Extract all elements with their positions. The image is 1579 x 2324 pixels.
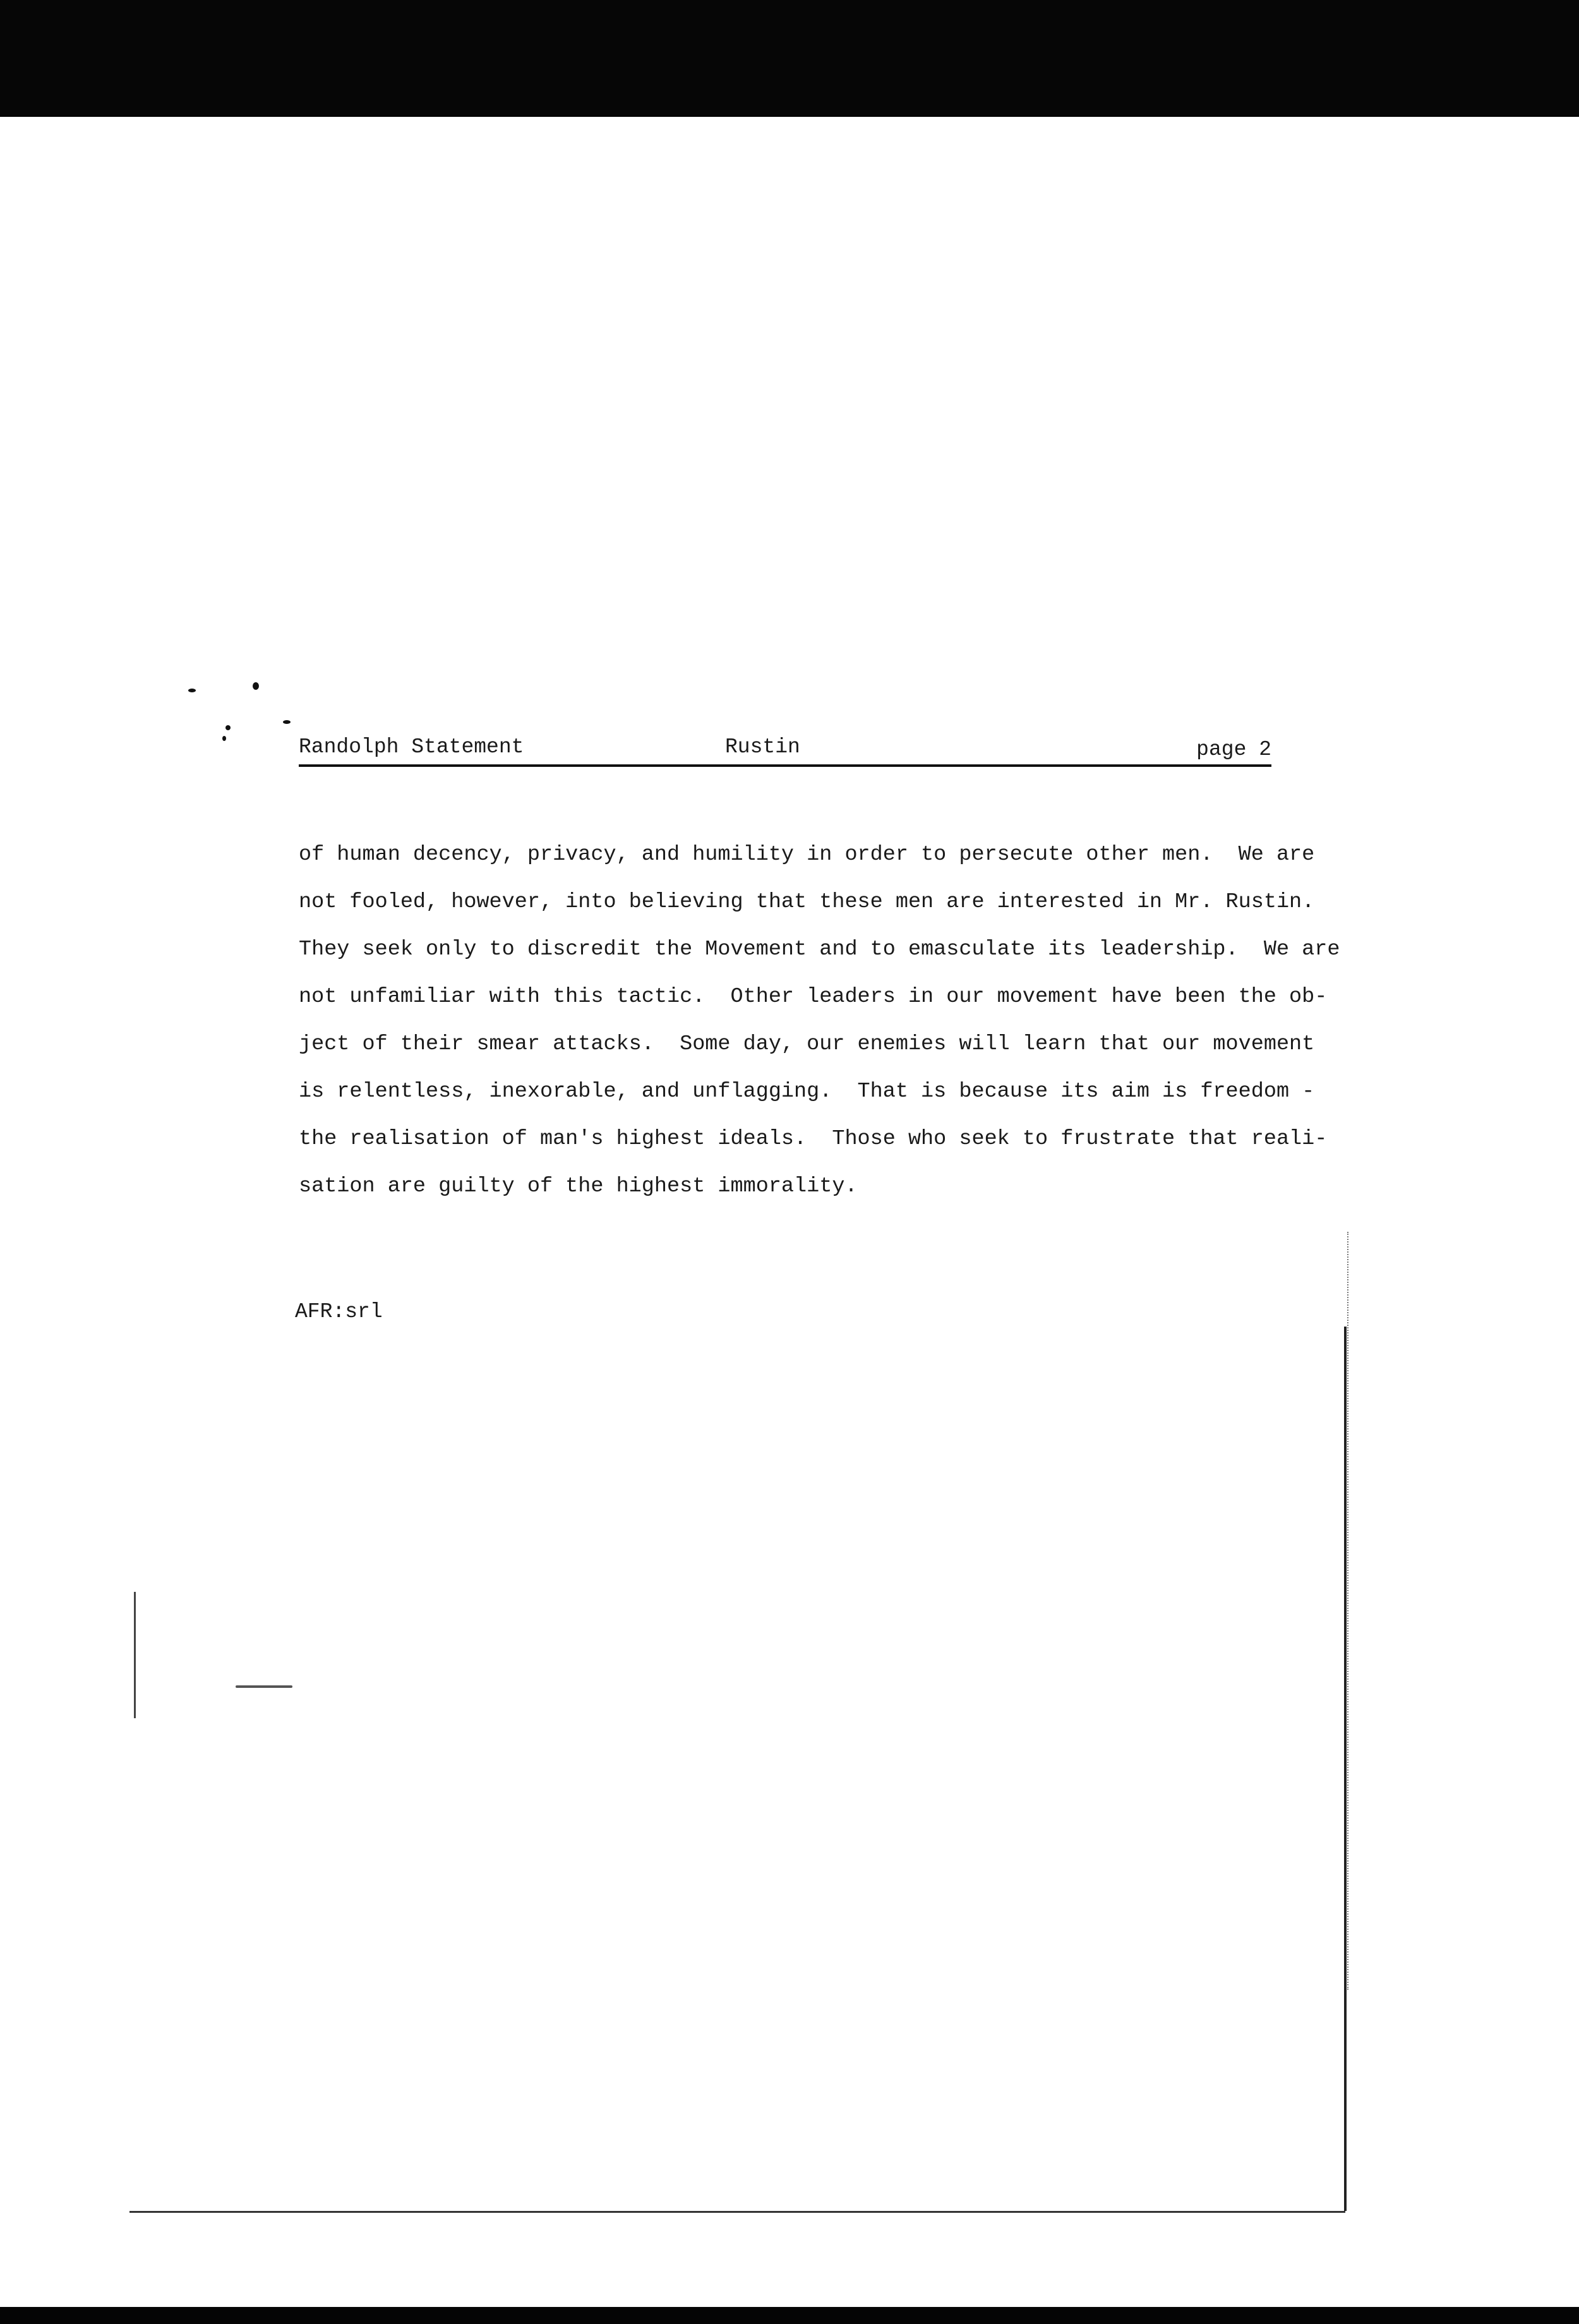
body-line: not fooled, however, into believing that these men are interested in Mr. Rustin.	[299, 890, 1315, 914]
statement-body	[299, 831, 1340, 1210]
body-line: of human decency, privacy, and humility in order to persecute other men. We are	[299, 843, 1315, 867]
body-line: sation are guilty of the highest immorality.	[299, 1174, 858, 1198]
scan-speck	[236, 1685, 292, 1688]
scan-speck	[283, 720, 291, 724]
page-edge-bottom	[129, 2211, 1345, 2213]
scan-artifact-left	[134, 1592, 136, 1718]
body-line: They seek only to discredit the Movement and to emasculate its leadership. We are	[299, 937, 1340, 961]
scan-speck	[253, 682, 259, 690]
body-line: not unfamiliar with this tactic. Other leaders in our movement have been the ob-	[299, 985, 1328, 1009]
scan-border-bottom	[0, 2307, 1579, 2324]
scan-speck	[222, 736, 226, 741]
body-line: is relentless, inexorable, and unflagging. That is because its aim is freedom -	[299, 1080, 1315, 1104]
scan-border-top	[0, 0, 1579, 117]
typist-initials: AFR:srl	[295, 1300, 383, 1323]
scan-speck	[188, 689, 196, 692]
body-line: ject of their smear attacks. Some day, our enemies will learn that our movement	[299, 1032, 1315, 1056]
header-subject: Rustin	[725, 735, 800, 759]
body-line: the realisation of man's highest ideals. Those who seek to frustrate that reali-	[299, 1127, 1328, 1151]
header-document-title: Randolph Statement	[299, 735, 524, 759]
page-edge-right	[1344, 1327, 1347, 2211]
document-page	[0, 117, 1579, 2307]
scan-speck	[225, 725, 231, 730]
document-header	[299, 734, 1271, 767]
header-page-number: page 2	[1196, 738, 1271, 761]
page-edge-right-shadow	[1347, 1232, 1350, 1990]
